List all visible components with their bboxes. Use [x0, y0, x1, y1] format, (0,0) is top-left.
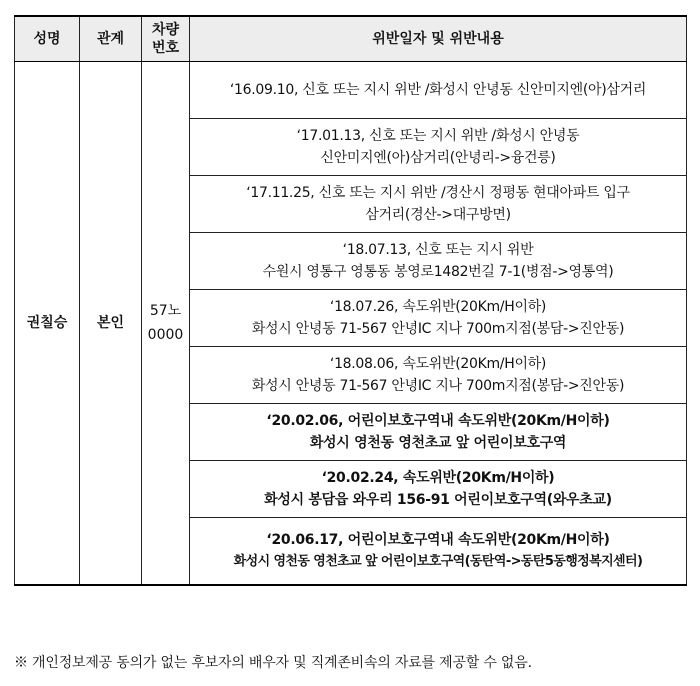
violation-line2: 화성시 영천동 영천초교 앞 어린이보호구역(동탄역->동탄5동행정복지센터) — [233, 554, 643, 569]
vehicle-plate — [142, 62, 190, 586]
violation-record — [190, 404, 687, 461]
violation-line1: ‘18.07.13, 신호 또는 지시 위반 — [342, 242, 534, 258]
vehicle-plate-line1: 57노 — [149, 303, 182, 319]
header-plate-line1: 차량 — [151, 22, 180, 38]
violation-line1: ‘16.09.10, 신호 또는 지시 위반 /화성시 안녕동 신안미지엔(아)삼거리 — [229, 82, 647, 98]
violation-line2: 수원시 영통구 영통동 봉영로1482번길 7-1(병점->영통역) — [262, 264, 614, 280]
table-row — [15, 62, 687, 119]
violation-line1: ‘20.02.24, 속도위반(20Km/H이하) — [321, 470, 555, 486]
violation-line1: ‘17.11.25, 신호 또는 지시 위반 /경산시 정평동 현대아파트 입구 — [246, 185, 630, 201]
person-name: 권칠승 — [15, 62, 80, 586]
violation-line2: 화성시 안녕동 71-567 안녕IC 지나 700m지점(봉담->진안동) — [251, 321, 625, 337]
violation-record — [190, 290, 687, 347]
violation-record — [190, 461, 687, 518]
violation-line2: 화성시 안녕동 71-567 안녕IC 지나 700m지점(봉담->진안동) — [251, 378, 625, 394]
footnote: ※ 개인정보제공 동의가 없는 후보자의 배우자 및 직계존비속의 자료를 제공할 수 없음. — [14, 655, 532, 671]
violation-line2: 화성시 영천동 영천초교 앞 어린이보호구역 — [309, 435, 567, 451]
header-violations: 위반일자 및 위반내용 — [190, 16, 687, 62]
violation-line1: ‘20.06.17, 어린이보호구역내 속도위반(20Km/H이하) — [266, 532, 610, 548]
violation-record — [190, 119, 687, 176]
vehicle-plate-line2: 0000 — [147, 327, 184, 343]
violation-line1: ‘18.08.06, 속도위반(20Km/H이하) — [329, 356, 547, 372]
violation-record — [190, 347, 687, 404]
header-plate-line2: 번호 — [151, 40, 180, 56]
header-name: 성명 — [15, 16, 80, 62]
violation-line1: ‘20.02.06, 어린이보호구역내 속도위반(20Km/H이하) — [266, 413, 610, 429]
person-relation: 본인 — [80, 62, 142, 586]
violation-line1: ‘17.01.13, 신호 또는 지시 위반 /화성시 안녕동 — [296, 128, 580, 144]
violation-line1: ‘18.07.26, 속도위반(20Km/H이하) — [329, 299, 547, 315]
violation-line2: 화성시 봉담읍 와우리 156-91 어린이보호구역(와우초교) — [264, 492, 612, 508]
header-row — [15, 16, 687, 62]
header-plate — [142, 16, 190, 62]
violation-line2: 삼거리(경산->대구방면) — [365, 207, 511, 223]
header-relation: 관계 — [80, 16, 142, 62]
traffic-violation-table — [14, 15, 687, 586]
violation-line2: 신안미지엔(아)삼거리(안녕리->융건릉) — [320, 150, 556, 166]
violation-record — [190, 62, 687, 119]
violation-record — [190, 518, 687, 586]
violation-record — [190, 233, 687, 290]
violation-record — [190, 176, 687, 233]
